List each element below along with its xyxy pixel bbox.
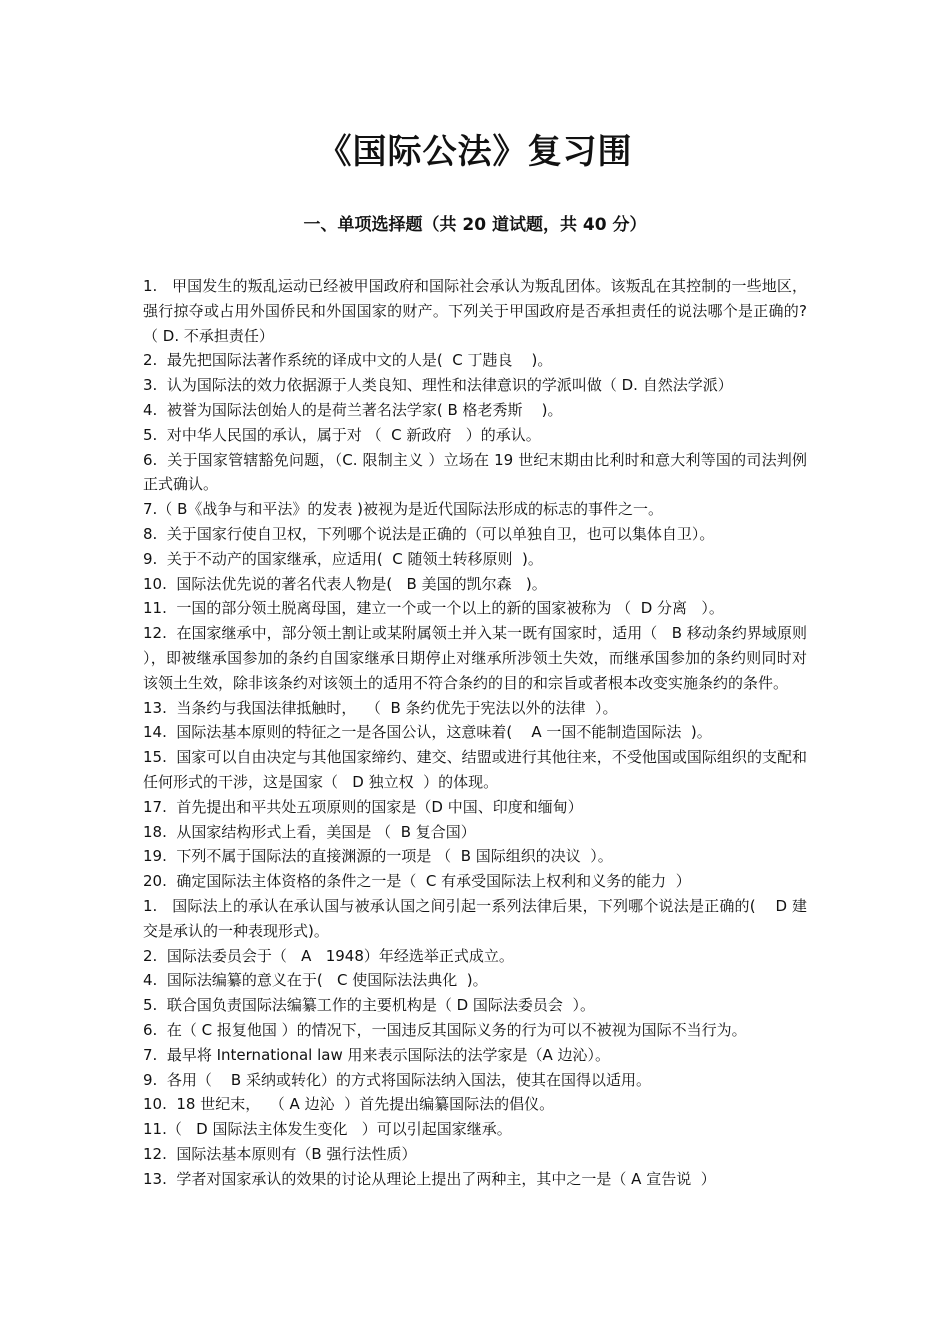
question-item: 4. 国际法编纂的意义在于( C 使国际法法典化 )。 xyxy=(143,971,488,990)
question-item: 10. 国际法优先说的著名代表人物是( B 美国的凯尔森 )。 xyxy=(143,574,547,593)
question-item: 17. 首先提出和平共处五项原则的国家是（D 中国、印度和缅甸） xyxy=(143,797,583,816)
question-item: 14. 国际法基本原则的特征之一是各国公认，这意味着( A 一国不能制造国际法 )。 xyxy=(143,723,712,742)
question-item: 11. 一国的部分领土脱离母国，建立一个或一个以上的新的国家被称为 （ D 分离 ）。 xyxy=(143,599,724,618)
question-item: 1. 国际法上的承认在承认国与被承认国之间引起一系列法律后果，下列哪个说法是正确的( D 建交是承认的一种表现形式)。 xyxy=(143,896,807,940)
section-heading: 一、单项选择题（共 20 道试题，共 40 分） xyxy=(303,215,647,235)
question-item: 1. 甲国发生的叛乱运动已经被甲国政府和国际社会承认为叛乱团体。该叛乱在其控制的一些地区，强行掠夺或占用外国侨民和外国国家的财产。下列关于甲国政府是否承担责任的说法哪个是正确的?（ D. 不承担责任） xyxy=(143,277,807,345)
document-title: 《国际公法》复习围 xyxy=(317,132,633,172)
question-item: 4. 被誉为国际法创始人的是荷兰著名法学家( B 格老秀斯 )。 xyxy=(143,400,563,419)
question-item: 9. 关于不动产的国家继承，应适用( C 随领土转移原则 )。 xyxy=(143,549,543,568)
question-item: 15. 国家可以自由决定与其他国家缔约、建交、结盟或进行其他往来，不受他国或国际组织的支配和任何形式的干涉，这是国家（ D 独立权 ）的体现。 xyxy=(143,748,807,791)
question-item: 6. 在（ C 报复他国 ）的情况下，一国违反其国际义务的行为可以不被视为国际不当行为。 xyxy=(143,1020,747,1039)
question-item: 7. 最早将 International law 用来表示国际法的法学家是（A 边沁）。 xyxy=(143,1045,611,1064)
question-item: 2. 最先把国际法著作系统的译成中文的人是( C 丁韪良 )。 xyxy=(143,351,553,370)
question-item: 18. 从国家结构形式上看，美国是 （ B 复合国） xyxy=(143,822,476,841)
question-item: 11.（ D 国际法主体发生变化 ）可以引起国家继承。 xyxy=(143,1120,512,1139)
question-item: 13. 学者对国家承认的效果的讨论从理论上提出了两种主，其中之一是（ A 宣告说 ） xyxy=(143,1169,716,1188)
question-item: 19. 下列不属于国际法的直接渊源的一项是 （ B 国际组织的决议 ）。 xyxy=(143,847,613,866)
question-item: 9. 各用（ B 采纳或转化）的方式将国际法纳入国法，使其在国得以适用。 xyxy=(143,1070,651,1089)
question-item: 3. 认为国际法的效力依据源于人类良知、理性和法律意识的学派叫做（ D. 自然法学派） xyxy=(143,376,733,395)
question-item: 6. 关于国家管辖豁免问题，（C. 限制主义 ）立场在 19 世纪末期由比利时和意大利等国的司法判例正式确认。 xyxy=(143,450,807,494)
question-item: 20. 确定国际法主体资格的条件之一是（ C 有承受国际法上权利和义务的能力 ） xyxy=(143,872,691,891)
question-list xyxy=(143,274,817,1191)
question-item: 12. 国际法基本原则有（B 强行法性质） xyxy=(143,1144,417,1163)
question-item: 12. 在国家继承中，部分领土割让或某附属领土并入某一既有国家时，适用（ B 移动条约界域原则 ），即被继承国参加的条约自国家继承日期停止对继承所涉领土失效，而继承国参加的条约则同时对该领土生效，除非该条约对该领土的适用不符合条约的目的和宗旨或者根本改变实施条约的条件。 xyxy=(143,624,817,692)
question-item: 5. 联合国负责国际法编纂工作的主要机构是（ D 国际法委员会 ）。 xyxy=(143,996,595,1015)
question-item: 7.（ B《战争与和平法》的发表 )被视为是近代国际法形成的标志的事件之一。 xyxy=(143,500,663,519)
question-item: 13. 当条约与我国法律抵触时， （ B 条约优先于宪法以外的法律 ）。 xyxy=(143,698,618,717)
question-item: 2. 国际法委员会于（ A 1948）年经选举正式成立。 xyxy=(143,946,514,965)
question-item: 8. 关于国家行使自卫权，下列哪个说法是正确的（可以单独自卫，也可以集体自卫）。 xyxy=(143,524,715,543)
question-item: 10. 18 世纪末， （ A 边沁 ）首先提出编纂国际法的倡仪。 xyxy=(143,1095,555,1114)
question-item: 5. 对中华人民国的承认，属于对 （ C 新政府 ）的承认。 xyxy=(143,425,541,444)
